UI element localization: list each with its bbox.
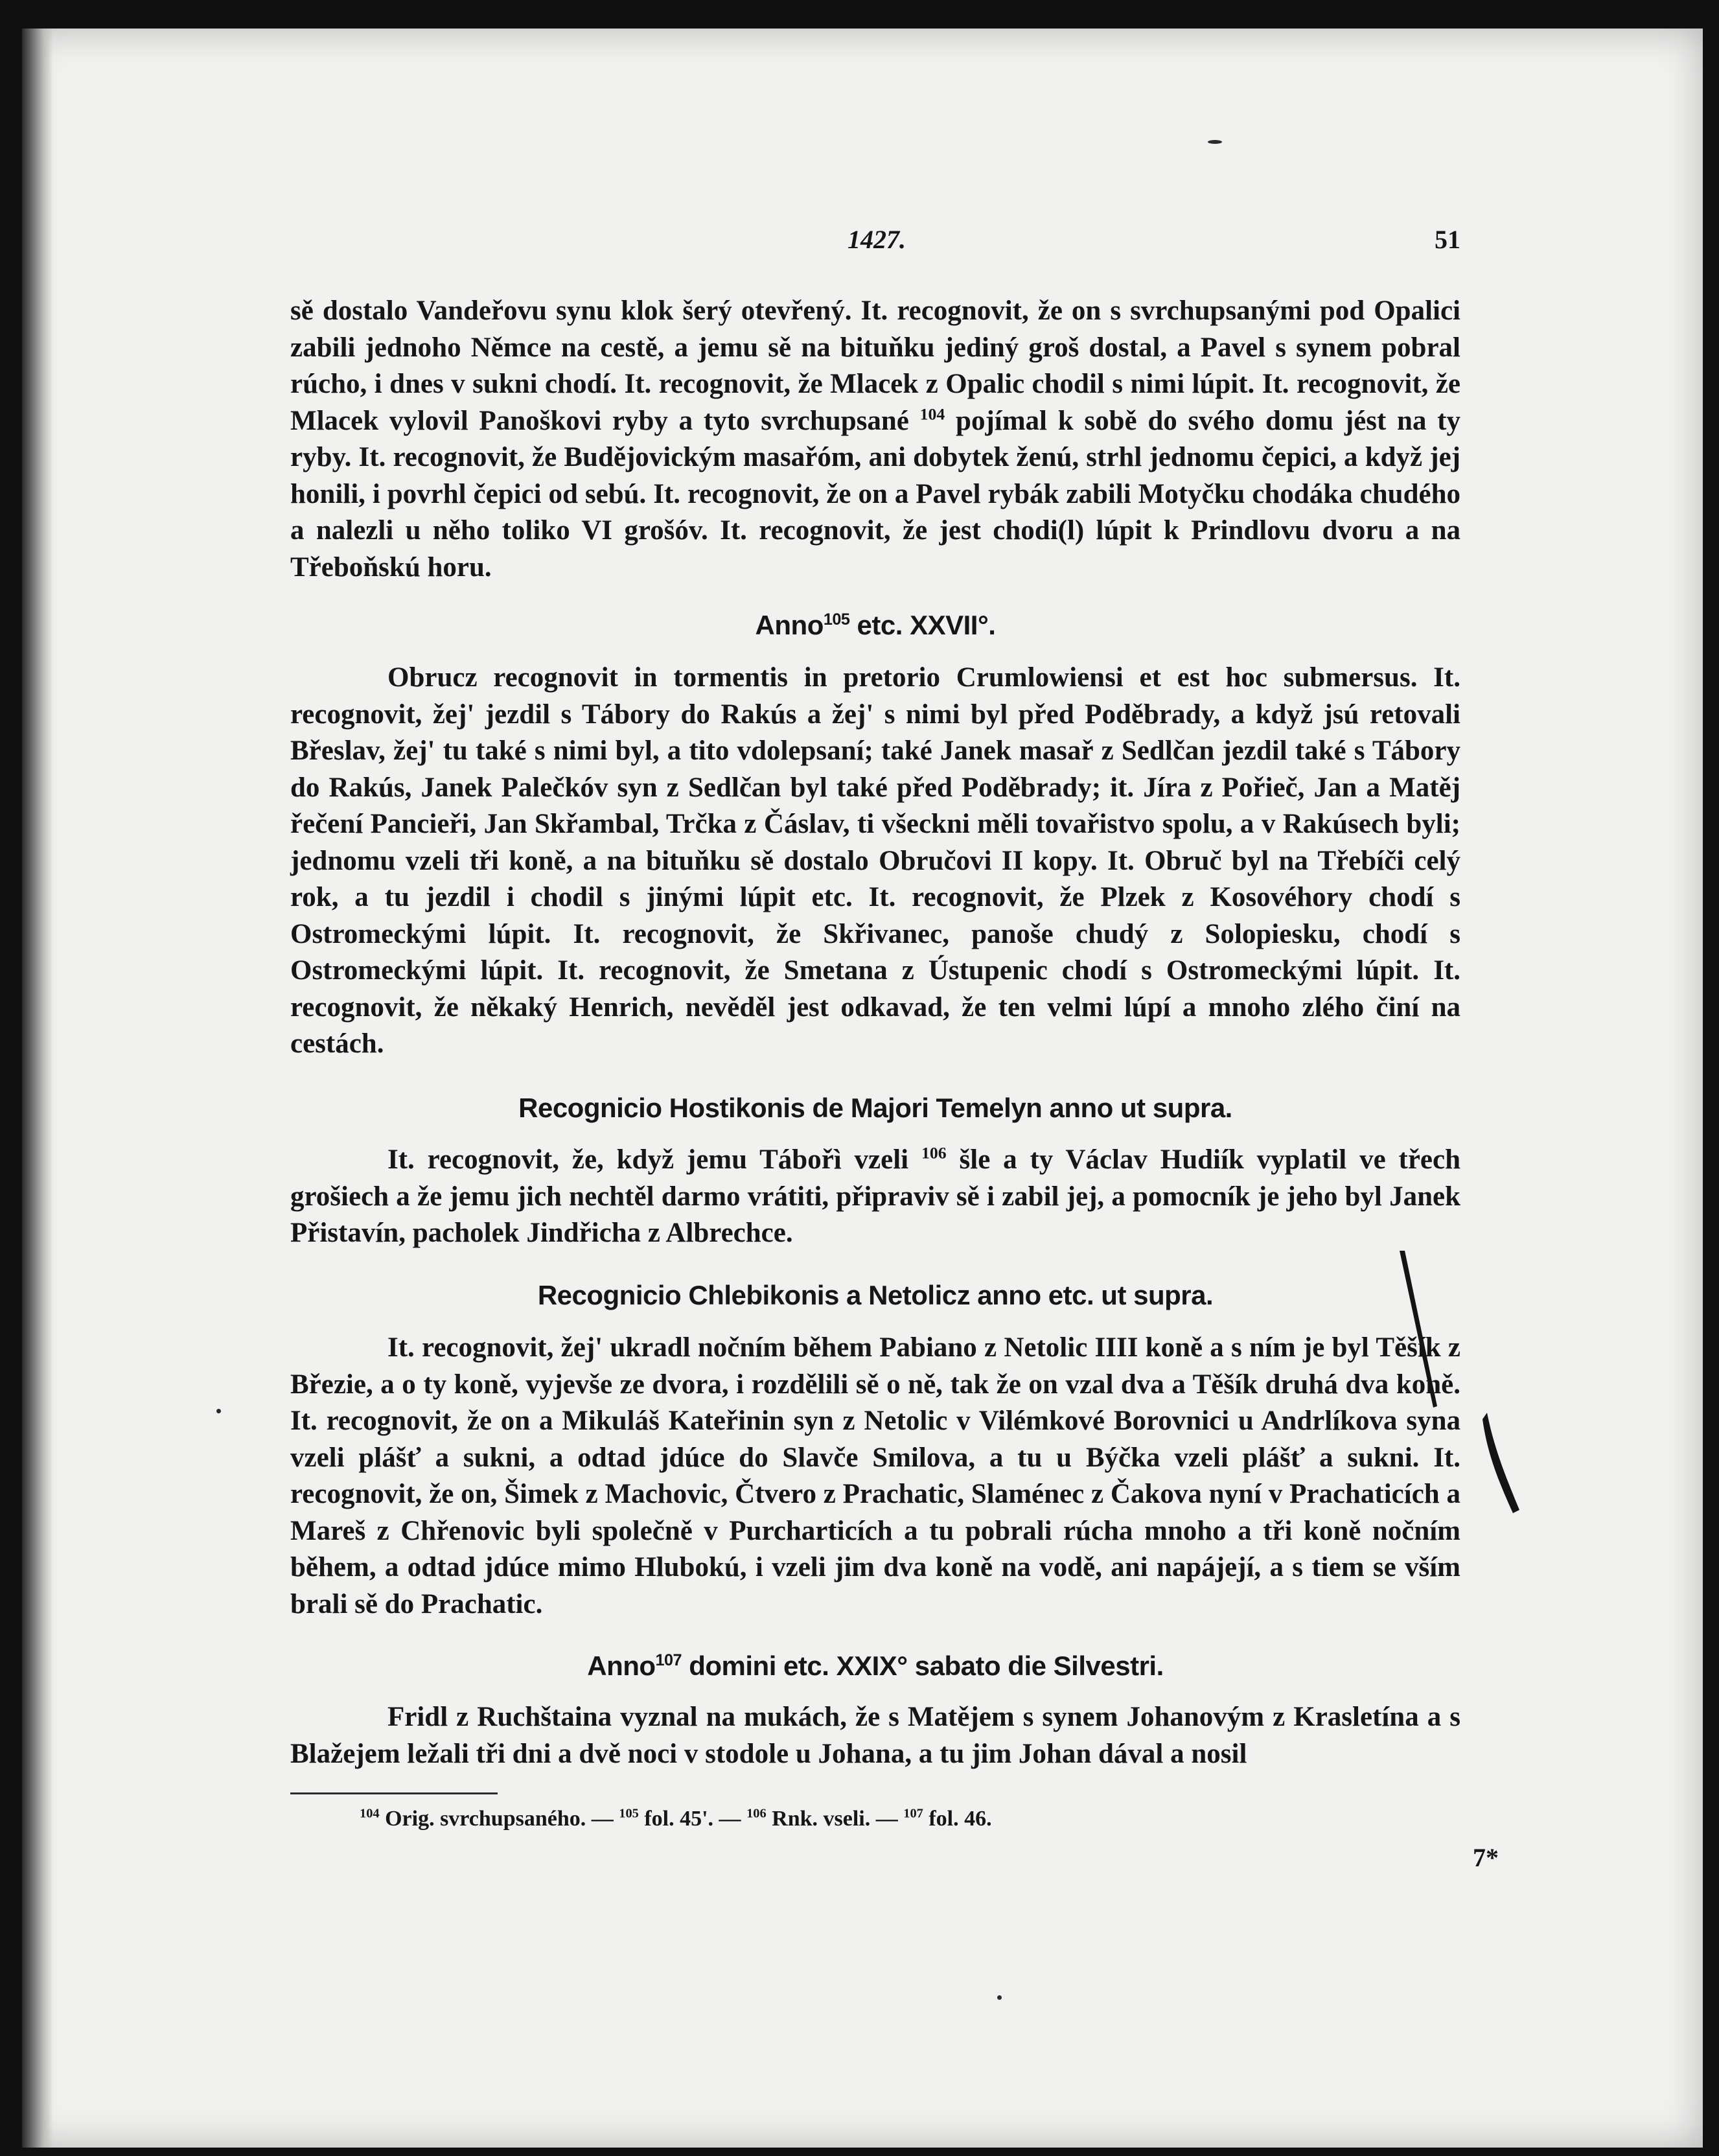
ink-speck xyxy=(997,1995,1002,2000)
footnote-text-106: Rnk. vseli. — xyxy=(772,1807,898,1831)
footnote-text-104: Orig. svrchupsaného. — xyxy=(385,1807,614,1831)
paragraph-3-text: It. recognovit, že, když jemu Tábořì vzeli xyxy=(387,1144,909,1175)
page-number: 51 xyxy=(1435,225,1460,254)
running-head xyxy=(290,224,1460,263)
heading-block-4 xyxy=(290,1651,1460,1682)
heading-block-2 xyxy=(290,1093,1460,1124)
section-heading-anno-xxvii xyxy=(290,610,1460,641)
paragraph-5: Fridl z Ruchštaina vyznal na mukách, že s Matějem s synem Johanovým z Krasletína a s Blažejem ležali tři dni a dvě noci v stodole u Johana, a tu jim Johan dával a nosil xyxy=(290,1702,1460,1769)
paragraph-1 xyxy=(290,293,1460,586)
heading-block-3 xyxy=(290,1280,1460,1311)
ink-speck xyxy=(216,1409,221,1413)
footnote-rule xyxy=(290,1792,498,1794)
body-text-2 xyxy=(290,660,1460,1063)
signature-mark: 7* xyxy=(1473,1843,1499,1872)
section-heading-chlebikonis: Recognicio Chlebikonis a Netolicz anno etc. ut supra. xyxy=(537,1280,1214,1310)
heading-block-1 xyxy=(290,610,1460,641)
heading-4-pre: Anno xyxy=(587,1651,656,1681)
body-text-4 xyxy=(290,1330,1460,1623)
paragraph-1-text: sě dostalo Vandeřovu synu klok šerý otevřený. It. recognovit, že on s svrchupsanými pod Opalici zabili jednoho Němce na cestě, a jemu sě na bituňku jediný groš dostal, a Pavel s synem pobral rúcho, i dnes v sukni chodí. It. recognovit, že Mlacek z Opalic chodil s nimi lúpit. It. recognovit, že Mlacek vylovil Panoškovi ryby a tyto svrchupsané xyxy=(290,296,1460,436)
heading-1-post: etc. XXVII°. xyxy=(857,610,996,640)
footnote-marker-106: 106 xyxy=(921,1143,947,1163)
body-text-3 xyxy=(290,1142,1460,1252)
footnotes xyxy=(360,1807,992,1831)
section-heading-hostikonis: Recognicio Hostikonis de Majori Temelyn anno ut supra. xyxy=(518,1093,1232,1123)
handwritten-pen-mark xyxy=(1374,1251,1529,1523)
footnote-number-107: 107 xyxy=(903,1806,923,1821)
paragraph-3-continuation: šle a ty Václav Hudiík vyplatil ve třech grošiech a že jemu jich nechtěl darmo vrátiti, připraviv sě i zabil jej, a pomocník je jeho byl Janek Přistavín, pacholek Jindřicha z Albrechce. xyxy=(290,1144,1460,1248)
ink-speck xyxy=(1208,140,1222,144)
paragraph-3 xyxy=(290,1142,1460,1252)
running-head-year: 1427. xyxy=(848,225,906,254)
footnote-number-106: 106 xyxy=(746,1806,767,1821)
paragraph-4: It. recognovit, žej' ukradl nočním během Pabiano z Netolic IIII koně a s ním je byl Těšík z Březie, a o ty koně, vyjevše ze dvora, i rozdělili sě o ně, tak že on vzal dva a Těšík druhá dva koně. It. recognovit, že on a Mikuláš Kateřinin syn z Netolic v Vilémkové Borovnici u Andrlíkova syna vzeli plášť a sukni, a odtad jdúce do Slavče Smilova, a tu u Býčka vzeli plášť a sukni. It. recognovit, že on, Šimek z Machovic, Čtvero z Prachatic, Slaménec z Čakova nyní v Prachaticích a Mareš z Chřenovic byli společně v Purcharticích a tu pobrali rúcha mnoho a tři koně nočním během, a odtad jdúce mimo Hlubokú, i vzeli jim dva koně na vodě, ani napájejí, a s tiem se vším brali sě do Prachatic. xyxy=(290,1332,1460,1619)
body-text-5 xyxy=(290,1699,1460,1772)
body-text-1 xyxy=(290,293,1460,586)
footnote-text-107: fol. 46. xyxy=(929,1807,992,1831)
paragraph-1-continuation: pojímal k sobě do svého domu jést na ty ryby. It. recognovit, že Budějovickým masařóm, ani dobytek ženú, strhl jednomu čepici, a když jej honili, i povrhl čepici od sebú. It. recognovit, že on a Pavel rybák zabili Motyčku chodáka chudého a nalezli u něho toliko VI grošóv. It. recognovit, že jest chodi(l) lúpit k Prindlovu dvoru a na Třeboňskú horu. xyxy=(290,405,1460,583)
footnote-marker-104: 104 xyxy=(919,404,945,424)
footnote-number-105: 105 xyxy=(619,1806,639,1821)
heading-4-post: domini etc. XXIX° sabato die Silvestri. xyxy=(689,1651,1164,1681)
section-heading-anno-xxix xyxy=(290,1651,1460,1682)
page-spine-shadow xyxy=(22,29,53,2148)
footnote-number-104: 104 xyxy=(360,1806,380,1821)
heading-1-pre: Anno xyxy=(755,610,824,640)
footnote-text-105: fol. 45'. — xyxy=(644,1807,741,1831)
paragraph-2: Obrucz recognovit in tormentis in pretorio Crumlowiensi et est hoc submersus. It. recognovit, žej' jezdil s Tábory do Rakús a žej' s nimi byl před Poděbrady, a když jsú retovali Břeslav, žej' tu také s nimi byl, a tito vdolepsaní; také Janek masař z Sedlčan jezdil také s Tábory do Rakús, Janek Palečkóv syn z Sedlčan byl také před Poděbrady; it. Jíra z Pořieč, Jan a Matěj řečení Pancieři, Jan Skřambal, Trčka z Čáslav, ti všeckni měli tovařistvo spolu, a v Rakúsech byli; jednomu vzeli tři koně, a na bituňku sě dostalo Obručovi II kopy. It. Obruč byl na Třebíči celý rok, a tu jezdil i chodil s jinými lúpit etc. It. recognovit, že Plzek z Kosovéhory chodí s Ostromeckými lúpit. It. recognovit, že Skřivanec, panoše chudý z Solopiesku, chodí s Ostromeckými lúpit. It. recognovit, že Smetana z Ústupenic chodí s Ostromeckými lúpit. It. recognovit, že někaký Henrich, nevěděl jest odkavad, že ten velmi lúpí a mnoho zlého činí na cestách. xyxy=(290,662,1460,1059)
footnote-marker-107: 107 xyxy=(655,1651,682,1669)
footnote-marker-105: 105 xyxy=(823,610,850,629)
